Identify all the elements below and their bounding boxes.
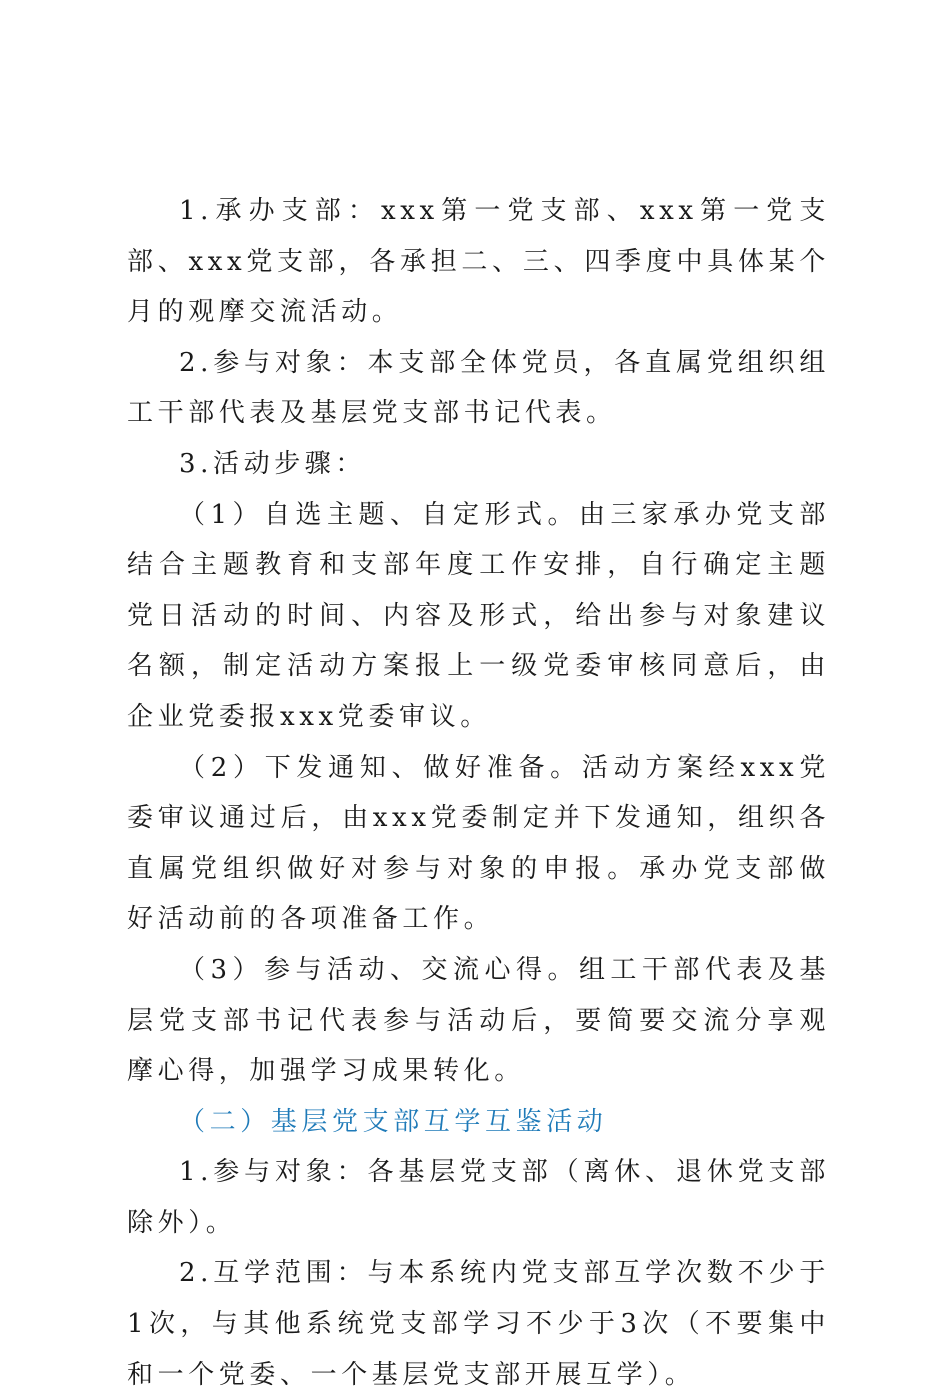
section-heading-mutual-learning: （二）基层党支部互学互鉴活动	[179, 1106, 608, 1137]
paragraph-host-branches: 1.承办支部：xxx第一党支部、xxx第一党支部、xxx党支部，各承担二、三、四季度中具体某个月的观摩交流活动。	[127, 196, 830, 328]
paragraph-step-1: （1）自选主题、自定形式。由三家承办党支部结合主题教育和支部年度工作安排，自行确定主题党日活动的时间、内容及形式，给出参与对象建议名额，制定活动方案报上一级党委审核同意后，由企业党委报xxx党委审议。	[127, 499, 830, 732]
paragraph-step-2: （2）下发通知、做好准备。活动方案经xxx党委审议通过后，由xxx党委制定并下发通知，组织各直属党组织做好对参与对象的申报。承办党支部做好活动前的各项准备工作。	[127, 752, 830, 935]
paragraph-participants: 2.参与对象：本支部全体党员，各直属党组织组工干部代表及基层党支部书记代表。	[127, 347, 830, 429]
paragraph-mutual-scope: 2.互学范围：与本系统内党支部互学次数不少于1次，与其他系统党支部学习不少于3次（不要集中和一个党委、一个基层党支部开展互学）。	[127, 1258, 830, 1390]
document-body	[127, 186, 830, 1400]
paragraph-step-3: （3）参与活动、交流心得。组工干部代表及基层党支部书记代表参与活动后，要简要交流分享观摩心得，加强学习成果转化。	[127, 954, 830, 1087]
paragraph-mutual-participants: 1.参与对象：各基层党支部（离休、退休党支部除外）。	[127, 1157, 830, 1238]
paragraph-activity-steps: 3.活动步骤：	[179, 448, 367, 479]
